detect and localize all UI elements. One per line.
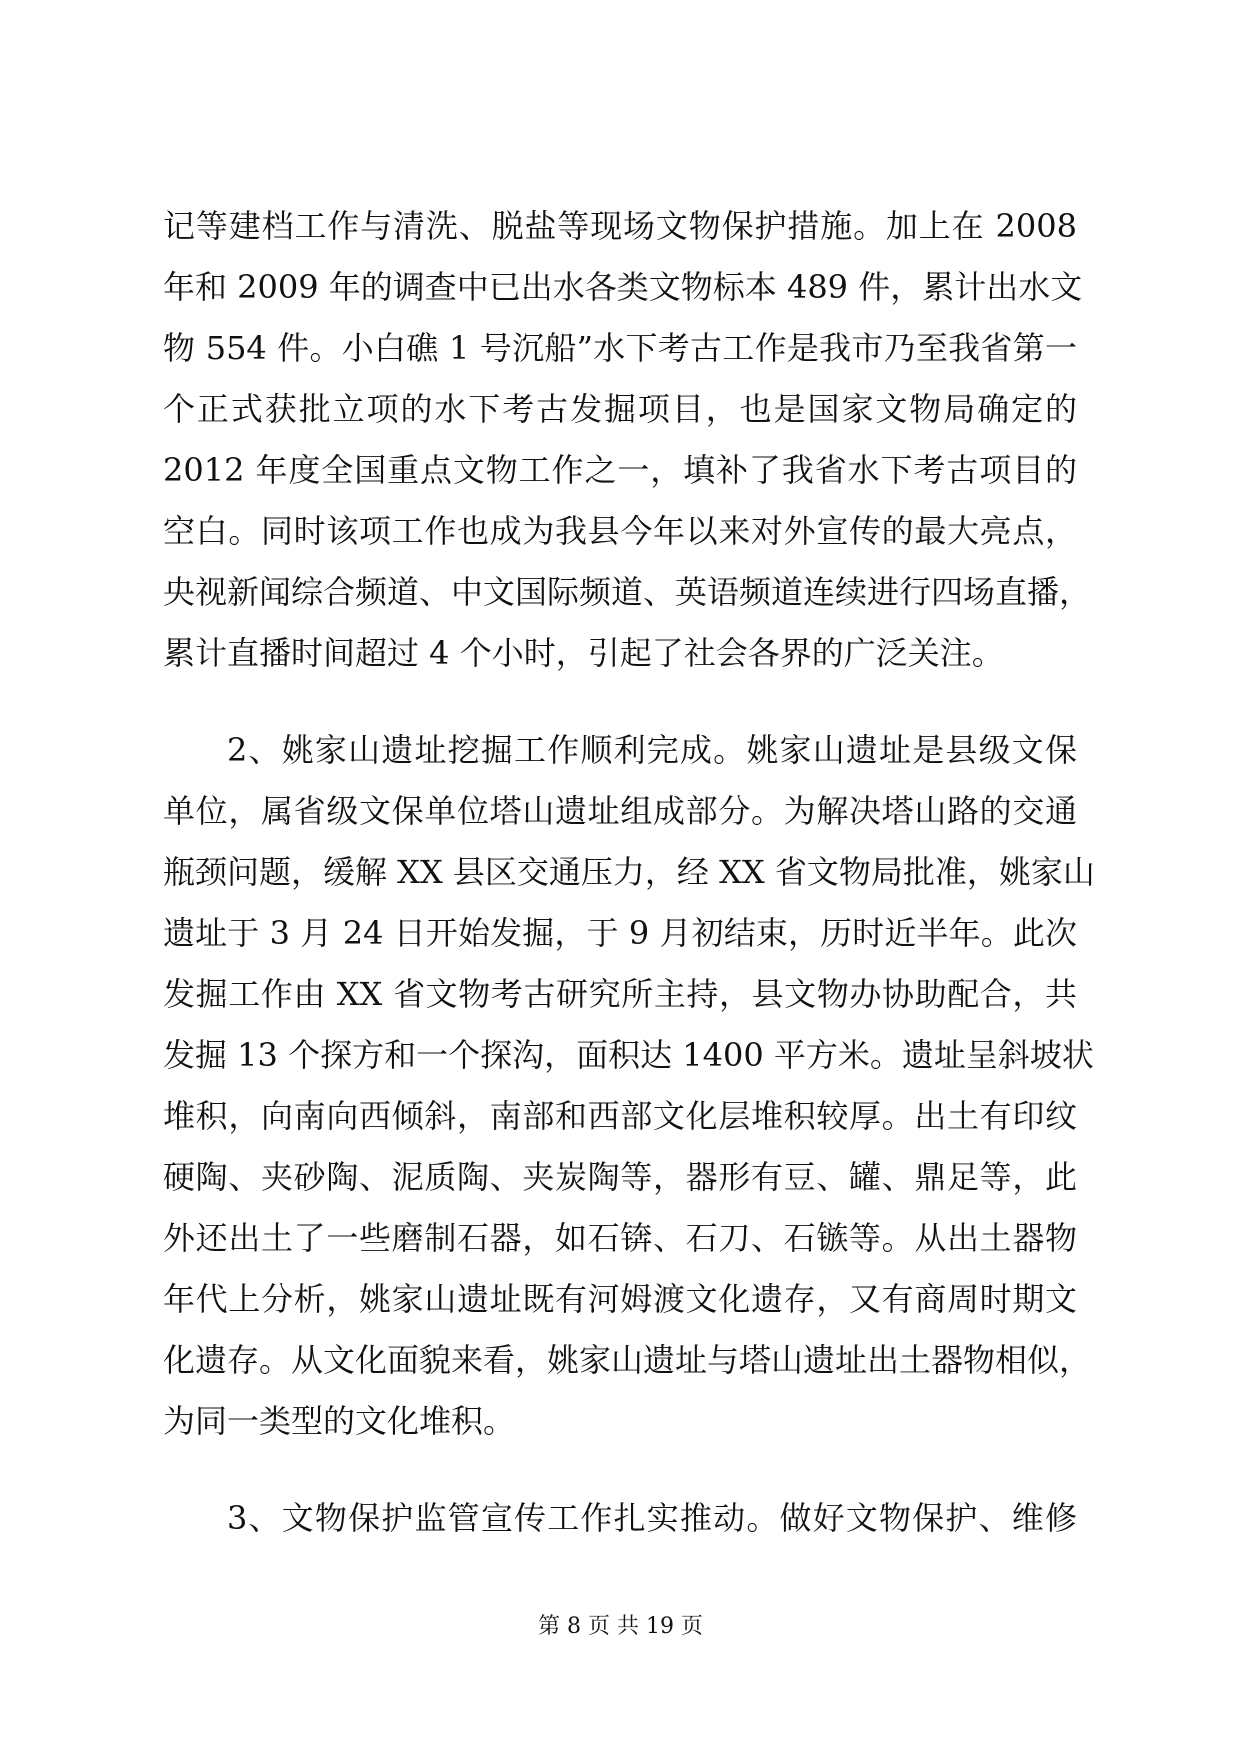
text-line: 物 554 件。小白礁 1 号沉船”水下考古工作是我市乃至我省第一 (163, 329, 1077, 367)
text-line: 单位，属省级文保单位塔山遗址组成部分。为解决塔山路的交通 (163, 792, 1077, 830)
text-line: 化遗存。从文化面貌来看，姚家山遗址与塔山遗址出土器物相似， (163, 1341, 1092, 1379)
paragraph-heading-line: 2、姚家山遗址挖掘工作顺利完成。姚家山遗址是县级文保 (227, 731, 1077, 769)
text-line: 遗址于 3 月 24 日开始发掘，于 9 月初结束，历时近半年。此次 (163, 914, 1077, 952)
text-line: 年代上分析，姚家山遗址既有河姆渡文化遗存，又有商周时期文 (163, 1280, 1077, 1318)
text-line: 瓶颈问题，缓解 XX 县区交通压力，经 XX 省文物局批准，姚家山 (163, 853, 1095, 891)
text-line: 堆积，向南向西倾斜，南部和西部文化层堆积较厚。出土有印纹 (163, 1097, 1077, 1135)
text-line: 累计直播时间超过 4 个小时，引起了社会各界的广泛关注。 (163, 634, 1004, 672)
text-line: 央视新闻综合频道、中文国际频道、英语频道连续进行四场直播， (163, 573, 1092, 611)
paragraph-heading-line: 3、文物保护监管宣传工作扎实推动。做好文物保护、维修 (227, 1499, 1077, 1537)
text-line: 发掘 13 个探方和一个探沟，面积达 1400 平方米。遗址呈斜坡状 (163, 1036, 1094, 1074)
text-line: 为同一类型的文化堆积。 (163, 1402, 516, 1440)
page-number-footer: 第 8 页 共 19 页 (538, 1614, 703, 1639)
text-line: 硬陶、夹砂陶、泥质陶、夹炭陶等，器形有豆、罐、鼎足等，此 (163, 1158, 1077, 1196)
text-line: 个正式获批立项的水下考古发掘项目，也是国家文物局确定的 (163, 390, 1077, 428)
text-line: 空白。同时该项工作也成为我县今年以来对外宣传的最大亮点， (163, 512, 1077, 550)
text-line: 年和 2009 年的调查中已出水各类文物标本 489 件，累计出水文 (163, 268, 1083, 306)
text-line: 发掘工作由 XX 省文物考古研究所主持，县文物办协助配合，共 (163, 975, 1077, 1013)
text-line: 2012 年度全国重点文物工作之一，填补了我省水下考古项目的 (163, 451, 1077, 489)
text-line: 记等建档工作与清洗、脱盐等现场文物保护措施。加上在 2008 (163, 207, 1077, 245)
text-line: 外还出土了一些磨制石器，如石锛、石刀、石镞等。从出土器物 (163, 1219, 1077, 1257)
